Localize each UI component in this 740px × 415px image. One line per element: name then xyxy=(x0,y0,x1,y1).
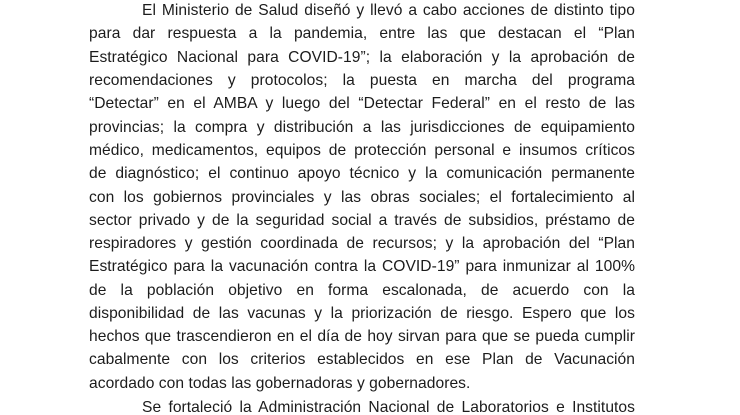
paragraph-1-line-12: Estratégico para la vacunación contra la COVID-19” para inmunizar al 100% xyxy=(89,258,635,275)
paragraph-1-line-10: sector privado y de la seguridad social a través de subsidios, préstamo de xyxy=(89,212,635,229)
paragraph-2-line-1: Se fortaleció la Administración Nacional de Laboratorios e Institutos xyxy=(142,399,635,415)
paragraph-1-line-17: acordado con todas las gobernadoras y gobernadores. xyxy=(89,375,471,392)
paragraph-1-line-9: con los gobiernos provinciales y las obras sociales; el fortalecimiento al xyxy=(89,189,635,206)
paragraph-1-line-16: cabalmente con los criterios establecidos en ese Plan de Vacunación xyxy=(89,351,635,368)
paragraph-1-line-5: “Detectar” en el AMBA y luego del “Detectar Federal” en el resto de las xyxy=(89,95,635,112)
paragraph-1-line-14: disponibilidad de las vacunas y la priorización de riesgo. Espero que los xyxy=(89,305,635,322)
paragraph-1-line-15: hechos que trascendieron en el día de hoy sirvan para que se pueda cumplir xyxy=(89,328,635,345)
paragraph-1-line-1: El Ministerio de Salud diseñó y llevó a cabo acciones de distinto tipo xyxy=(142,2,635,19)
paragraph-1-line-11: respiradores y gestión coordinada de recursos; y la aprobación del “Plan xyxy=(89,235,635,252)
paragraph-1-line-2: para dar respuesta a la pandemia, entre las que destacan el “Plan xyxy=(89,25,635,42)
paragraph-1-line-6: provincias; la compra y distribución a las jurisdicciones de equipamiento xyxy=(89,119,635,136)
paragraph-1-line-4: recomendaciones y protocolos; la puesta en marcha del programa xyxy=(89,72,635,89)
paragraph-1-line-8: de diagnóstico; el continuo apoyo técnico y la comunicación permanente xyxy=(89,165,635,182)
paragraph-1-line-3: Estratégico Nacional para COVID-19”; la elaboración y la aprobación de xyxy=(89,49,635,66)
paragraph-1-line-13: de la población objetivo en forma escalonada, de acuerdo con la xyxy=(89,282,635,299)
paragraph-1-line-7: médico, medicamentos, equipos de protección personal e insumos críticos xyxy=(89,142,635,159)
